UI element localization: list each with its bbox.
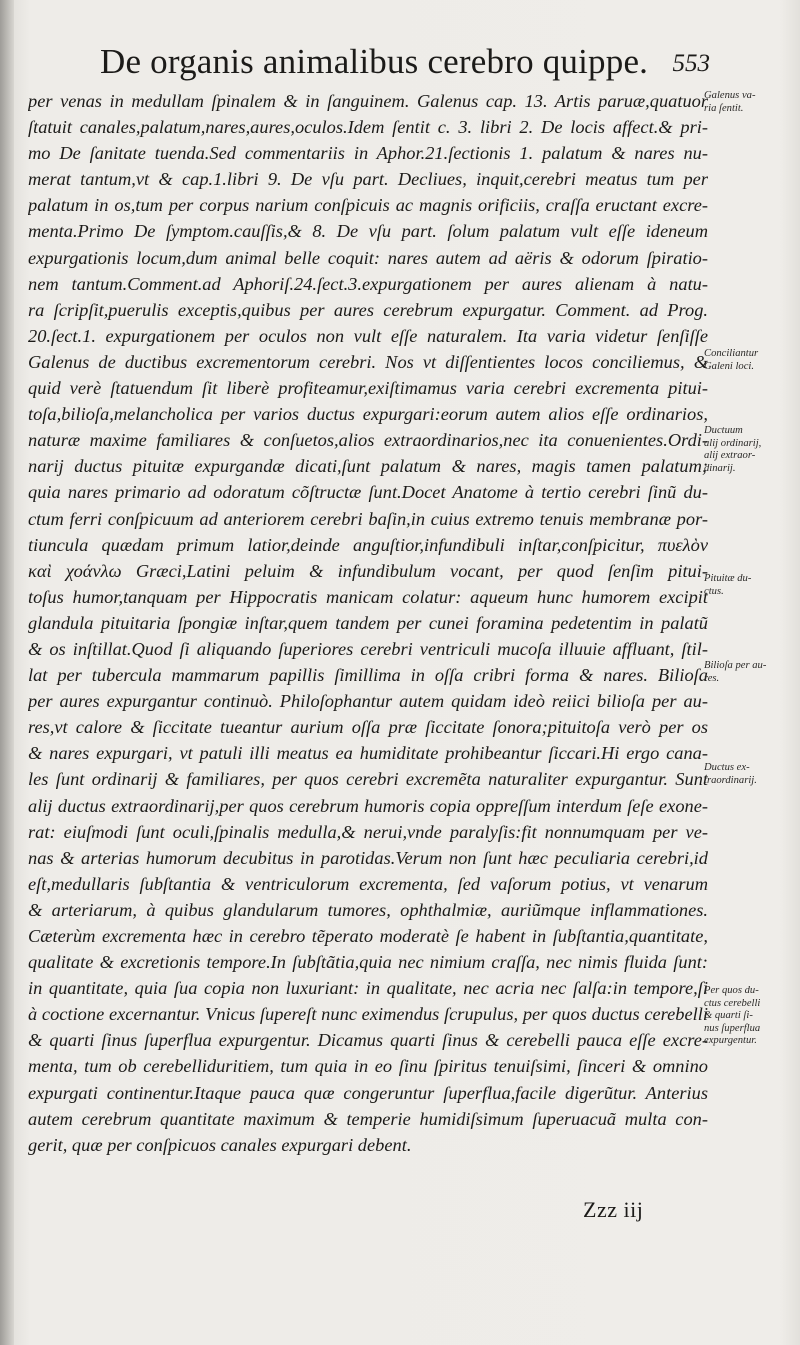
text-line: menta, tum ob cerebelliduritiem, tum quia in eo ſinu ſpiritus tenuiſsimi, ſinceri & omnino (28, 1056, 708, 1077)
text-line: palatum in os,tum per corpus narium conſpicuis ac magnis orificiis, craſſa eructant excre- (28, 195, 708, 216)
main-text (28, 88, 708, 1158)
text-line: καὶ χοάνλω Græci,Latini peluim & infundibulum vocant, per quod ſenſim pitui- (28, 560, 708, 581)
margin-note-line: ctus. (704, 585, 724, 597)
margin-note-line: Pituitæ du- (704, 573, 752, 584)
text-line: in quantitate, quia ſua copia non luxuriant: in qualitate, nec acria nec ſalſa:in tempore,ſi (28, 978, 708, 999)
margin-note-line: res. (704, 672, 720, 684)
margin-note (704, 425, 796, 475)
text-line: à coctione excernantur. Vnicus ſupereſt nunc eximendus ſcrupulus, per quos ductus cerebelli (28, 1004, 708, 1025)
margin-note (704, 985, 796, 1048)
text-line: gerit, quæ per conſpicuos canales expurgari debent. (28, 1134, 412, 1155)
text-line: Cæterùm excrementa hæc in cerebro tẽperato moderatè ſe habent in ſubſtantia,quantitate, (28, 926, 708, 946)
margin-note (704, 90, 796, 115)
margin-note-line: expurgentur. (704, 1035, 757, 1046)
signature-mark: Zzz iij (583, 1197, 644, 1222)
text-line: eſt,medullaris ſubſtantia & ventriculorum excrementa, ſed vaſorum potius, vt venarum (28, 873, 708, 894)
text-line: ſtatuit canales,palatum,nares,aures,oculos.Idem ſentit c. 3. libri 2. De locis affect.& pri- (28, 117, 708, 138)
margin-note-line: alij ordinarij, (704, 437, 762, 449)
margin-note-line: Conciliantur (704, 348, 759, 359)
text-line: autem cerebrum quantitate maximum & temperie humidiſsimum ſuperuacuã multa con- (28, 1108, 708, 1129)
margin-note-line: Galeni loci. (704, 360, 755, 372)
margin-note-line: Ductus ex- (704, 762, 750, 773)
text-line: les ſunt ordinarij & familiares, per quos cerebri excremẽta naturaliter expurgantur. Sunt (28, 769, 708, 790)
text-line: expurgati continentur.Itaque pauca quæ congeruntur ſuperflua,facile digerũtur. Anterius (28, 1082, 708, 1103)
margin-note-line: ctus cerebelli (704, 997, 761, 1009)
text-line: per aures expurgantur continuò. Philoſophantur autem quidam ideò reiici bilioſa per au- (28, 691, 708, 712)
text-line: quid verè ſtatuendum ſit liberè profiteamur,exiſtimamus varia cerebri excrementa pitui- (28, 378, 708, 399)
margin-note-line: dinarij. (704, 462, 736, 474)
text-line: qualitate & excretionis tempore.In ſubſtãtia,quia nec nimium craſſa, nec nimis fluida ſunt: (28, 952, 708, 973)
margin-note (704, 573, 796, 598)
page-number: 553 (672, 50, 710, 77)
text-line: nas & arterias humorum decubitus in parotidas.Verum non ſunt hæc peculiaria cerebri,id (28, 847, 708, 868)
margin-note-line: Galenus va- (704, 90, 756, 101)
text-line: ctum ferri conſpicuum ad anteriorem cerebri baſin,in cuius extremo tenuis membranæ por- (28, 508, 708, 529)
text-line: 20.ſect.1. expurgationem per oculos non vult eſſe naturalem. Ita varia videtur ſenſiſſe (28, 325, 708, 346)
text-line: merat tantum,vt & cap.1.libri 9. De vſu part. Decliues, inquit,cerebri meatus tum per (28, 169, 708, 190)
text-line: naturæ maxime familiares & conſuetos,alios extraordinarios,nec ita conuenientes.Ordi- (28, 430, 708, 451)
text-line: ra ſcripſit,puerulis exceptis,quibus per aures cerebrum expurgatur. Comment. ad Prog. (28, 299, 708, 320)
margin-note-line: & quarti ſi- (704, 1010, 753, 1021)
text-line: rat: eiuſmodi ſunt oculi,ſpinalis medulla,& nerui,vnde paralyſis:fit nonnumquam per ve- (28, 821, 708, 842)
margin-note-line: alij extraor- (704, 450, 756, 461)
margin-note-line: nus ſuperflua (704, 1022, 761, 1034)
text-line: quia nares primario ad odoratum cõſtructæ ſunt.Docet Anatome à tertio cerebri ſinũ du- (28, 482, 708, 503)
page-header (100, 42, 710, 86)
text-line: & nares expurgari, vt patuli illi meatus ea humiditate prohibeantur ſiccari.Hi ergo cana- (28, 743, 708, 764)
margin-note-line: Bilioſa per au- (704, 660, 767, 671)
text-line: expurgationis locum,dum animal belle coquit: nares autem ad aëris & odorum ſpiratio- (28, 247, 708, 268)
text-line: toſus humor,tanquam per Hippocratis manicam colatur: aqueum hunc humorem excipit (28, 586, 708, 607)
binding-shadow (0, 0, 14, 1345)
text-line: narij ductus pituitæ expurgandæ dicati,ſunt palatum & nares, magis tamen palatum; (28, 456, 708, 477)
margin-note-line: Ductuum (704, 425, 743, 436)
margin-note (704, 762, 796, 787)
margin-note (704, 348, 796, 373)
text-line: & arteriarum, à quibus glandularum tumores, ophthalmiæ, auriũmque inflammationes. (28, 899, 708, 920)
text-line: lat per tubercula mammarum papillis ſimillima in oſſa cribri forma & nares. Bilioſa (28, 665, 708, 686)
margin-note (704, 660, 796, 685)
margin-note-line: ria ſentit. (704, 102, 744, 114)
text-line: alij ductus extraordinarij,per quos cerebrum humoris copia oppreſſum interdum ſeſe exone- (28, 795, 708, 816)
text-line: per venas in medullam ſpinalem & in ſanguinem. Galenus cap. 13. Artis paruæ,quatuor (28, 91, 708, 111)
text-line: tiuncula quædam primum latior,deinde anguſtior,infundibuli inſtar,conſpicitur, πυελὸν (28, 534, 708, 555)
text-line: mo De ſanitate tuenda.Sed commentariis in Aphor.21.ſectionis 1. palatum & nares nu- (28, 143, 708, 164)
margin-note-line: Per quos du- (704, 985, 759, 996)
text-line: toſa,bilioſa,melancholica per varios ductus expurgari:eorum autem alios eſſe ordinarios, (28, 404, 708, 425)
text-line: & quarti ſinus ſuperflua expurgentur. Dicamus quarti ſinus & cerebelli pauca eſſe excre- (28, 1030, 708, 1051)
text-line: res,vt calore & ſiccitate tueantur aurium oſſa præ ſiccitate ſonora;pituitoſa verò per os (28, 717, 708, 738)
margin-note-line: traordinarij. (704, 774, 757, 786)
running-title: De organis animalibus cerebro quippe. (100, 42, 649, 81)
text-line: glandula pituitaria ſpongiæ inſtar,quem tandem per cunei foramina pedetentim in palatũ (28, 612, 708, 633)
text-line: Galenus de ductibus excrementorum cerebri. Nos vt diſſentientes locos conciliemus, & (28, 351, 708, 372)
text-line: & os inſtillat.Quod ſi aliquando ſuperiores cerebri ventriculi mucoſa illuuie affluant, ſtil- (28, 638, 708, 659)
text-line: menta.Primo De ſymptom.cauſſis,& 8. De vſu part. ſolum palatum vult eſſe ideneum (28, 221, 708, 242)
text-line: nem tantum.Comment.ad Aphoriſ.24.ſect.3.expurgationem per aures alienam à natu- (28, 273, 708, 294)
